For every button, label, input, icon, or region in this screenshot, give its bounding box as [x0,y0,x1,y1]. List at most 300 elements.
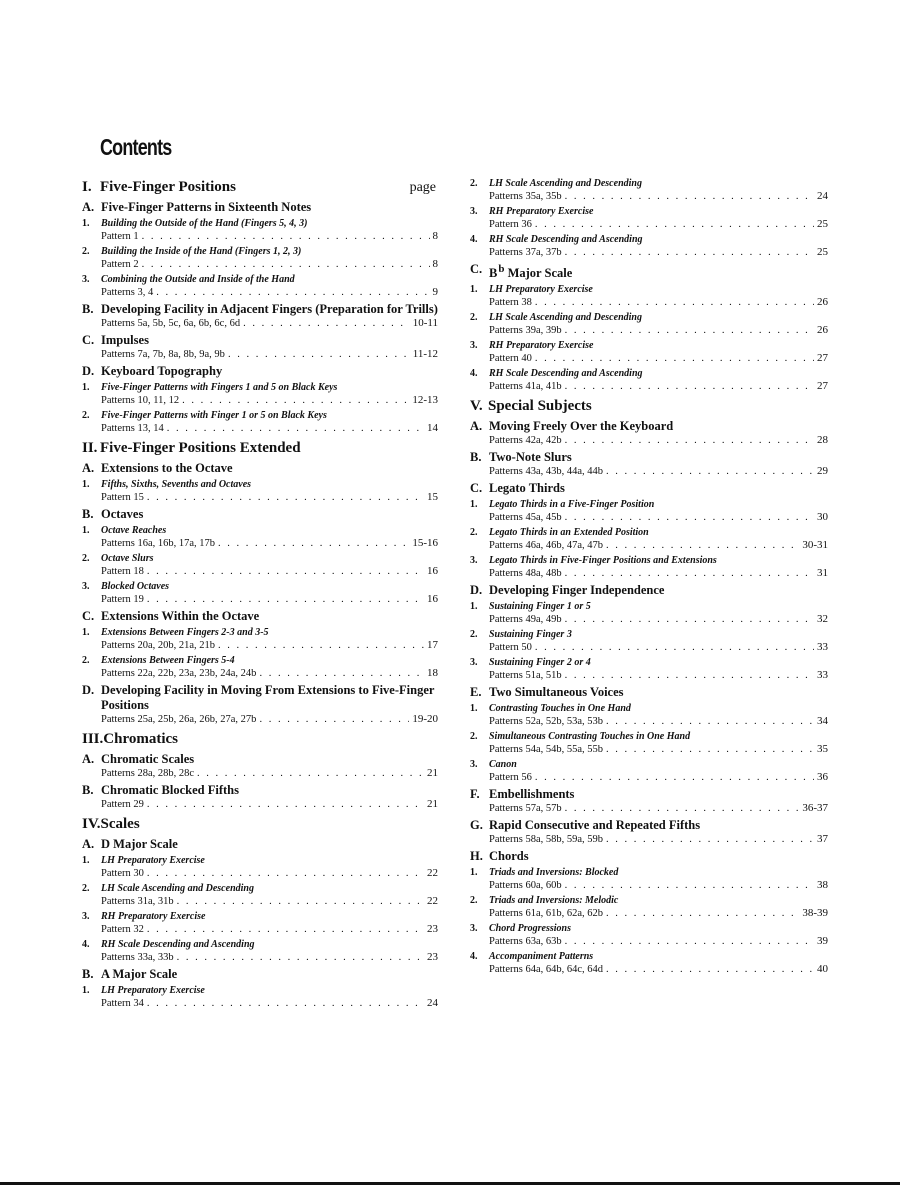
subsection-letter: C. [82,609,95,623]
toc-subsection [470,787,828,815]
section-number: II. [82,440,98,456]
subsection-title [101,200,438,215]
item-number: 2. [82,410,90,421]
pattern-list: Pattern 38 [489,297,532,308]
item-title: LH Scale Ascending and Descending [489,312,642,323]
toc-item [470,601,828,626]
pattern-list: Patterns 49a, 49b [489,614,562,625]
toc-leader-row [82,317,438,330]
dot-leader [147,997,424,1010]
subsection-letter: B. [82,507,94,521]
toc-item [470,555,828,580]
pattern-list: Pattern 18 [101,566,144,577]
dot-leader [606,963,814,976]
item-number: 1. [82,855,90,866]
item-number: 1. [82,627,90,638]
item-heading [470,601,828,613]
item-number: 3. [470,759,478,770]
subsection-letter: D. [82,683,95,697]
item-heading [470,340,828,352]
pattern-list: Patterns 46a, 46b, 47a, 47b [489,540,604,551]
subsection-heading [470,450,828,465]
subsection-heading [82,783,438,798]
item-title: Simultaneous Contrasting Touches in One Hand [489,731,691,742]
subsection-title-text: Developing Finger Independence [489,583,665,597]
dot-leader [565,190,814,203]
toc-leader-row [470,802,828,815]
page-number: 11-12 [412,348,438,360]
toc-item [470,527,828,552]
toc-leader-row [470,715,828,728]
toc-subsection [82,200,438,299]
item-number: 3. [470,657,478,668]
toc-leader-row [470,434,828,447]
subsection-title-text: Developing Facility in Adjacent Fingers (Preparation for Trills) [101,302,438,316]
subsection-heading [470,583,828,598]
page-number: 21 [427,798,438,810]
toc-subsection [470,419,828,447]
subsection-heading [470,262,828,281]
subsection-title-text: D Major Scale [101,837,178,851]
pattern-list: Patterns 52a, 52b, 53a, 53b [489,716,604,727]
page-number: 33 [817,641,828,653]
pattern-list: Patterns 5a, 5b, 5c, 6a, 6b, 6c, 6d [101,318,241,329]
page-number: 31 [817,567,828,579]
toc-subsection [82,752,438,780]
toc-item [82,553,438,578]
page-number: 15-16 [412,537,438,549]
toc-leader-row [470,669,828,682]
subsection-title-text: Five-Finger Patterns in Sixteenth Notes [101,200,312,214]
toc-subsection [470,685,828,784]
dot-leader [565,434,814,447]
toc-leader-row [82,713,438,726]
item-title: Accompaniment Patterns [489,951,594,962]
item-number: 1. [470,867,478,878]
toc-item [470,703,828,728]
toc-subsection [470,262,828,393]
toc-subsection [82,364,438,435]
toc-item [82,581,438,606]
toc-section [470,178,828,393]
dot-leader [147,593,424,606]
pattern-list: Pattern 50 [489,642,532,653]
toc-item [470,312,828,337]
toc-item [470,368,828,393]
subsection-heading [82,752,438,767]
toc-leader-row [470,935,828,948]
item-number: 3. [82,581,90,592]
dot-leader [197,767,424,780]
item-number: 3. [470,923,478,934]
section-heading [82,439,438,458]
toc-subsection [470,818,828,846]
subsection-letter: E. [470,685,482,699]
dot-leader [177,951,424,964]
item-title: Extensions Between Fingers 5-4 [101,655,235,666]
item-number: 1. [470,601,478,612]
subsection-title [101,507,438,522]
toc-leader-row [470,641,828,654]
page-number: 12-13 [412,394,438,406]
toc-leader-row [470,907,828,920]
item-number: 2. [82,553,90,564]
subsection-title [489,787,828,802]
item-heading [470,759,828,771]
pattern-list: Pattern 1 [101,231,139,242]
dot-leader [177,895,424,908]
item-heading [470,951,828,963]
toc-subsection [470,481,828,580]
pattern-list: Pattern 34 [101,998,144,1009]
toc-item [82,218,438,243]
pattern-list: Patterns 3, 4 [101,287,154,298]
toc-item [82,911,438,936]
item-title: LH Preparatory Exercise [101,985,205,996]
item-heading [82,218,438,230]
toc-leader-row [82,951,438,964]
item-heading [82,911,438,923]
toc-item [470,867,828,892]
toc-section [470,397,828,976]
item-title: LH Preparatory Exercise [489,284,593,295]
section-heading [82,178,438,197]
item-title: RH Preparatory Exercise [489,340,594,351]
item-number: 1. [470,703,478,714]
dot-leader [147,923,424,936]
section-heading [82,815,438,834]
item-heading [82,479,438,491]
contents-left-column [82,174,438,1010]
dot-leader [565,669,814,682]
item-title: Sustaining Finger 3 [489,629,572,640]
item-number: 1. [470,284,478,295]
page-number: 26 [817,324,828,336]
subsection-heading [82,507,438,522]
item-heading [470,555,828,567]
toc-item [82,410,438,435]
item-title: RH Scale Descending and Ascending [101,939,255,950]
page-number: 14 [427,422,438,434]
section-number: III. [82,731,104,747]
dot-leader [147,491,424,504]
toc-leader-row [82,867,438,880]
page-number: 37 [817,833,828,845]
subsection-title-text: Keyboard Topography [101,364,223,378]
dot-leader [147,565,424,578]
page-number: 15 [427,491,438,503]
item-title: Chord Progressions [489,923,571,934]
section-heading [470,397,828,416]
page-number: 21 [427,767,438,779]
toc-leader-row [82,997,438,1010]
dot-leader [565,613,814,626]
item-heading [470,527,828,539]
page-number: 34 [817,715,828,727]
pattern-list: Patterns 28a, 28b, 28c [101,768,195,779]
subsection-title [101,364,438,379]
pattern-list: Pattern 29 [101,799,144,810]
dot-leader [606,743,814,756]
dot-leader [606,465,814,478]
item-heading [470,895,828,907]
pattern-list: Patterns 37a, 37b [489,247,562,258]
pattern-list: Pattern 32 [101,924,144,935]
dot-leader [259,667,424,680]
dot-leader [156,286,429,299]
toc-subsection [470,178,828,259]
toc-item [82,855,438,880]
toc-item [470,178,828,203]
toc-subsection [470,583,828,682]
subsection-letter: C. [470,262,483,276]
page-title: Contents [100,134,172,160]
dot-leader [606,907,799,920]
dot-leader [565,879,814,892]
item-number: 1. [82,525,90,536]
toc-section [82,439,438,726]
pattern-list: Patterns 20a, 20b, 21a, 21b [101,640,216,651]
subsection-title [101,302,438,317]
subsection-title-text: Extensions to the Octave [101,461,233,475]
item-title: Contrasting Touches in One Hand [489,703,631,714]
toc-leader-row [82,258,438,271]
item-title: Legato Thirds in Five-Finger Positions and Extensions [489,555,717,566]
page-number: 29 [817,465,828,477]
toc-leader-row [470,963,828,976]
toc-leader-row [82,767,438,780]
item-heading [82,553,438,565]
item-number: 1. [470,499,478,510]
subsection-title-text: Moving Freely Over the Keyboard [489,419,674,433]
page-number: 9 [432,286,438,298]
pattern-list: Pattern 30 [101,868,144,879]
toc-section [82,815,438,1010]
subsection-title-text: Extensions Within the Octave [101,609,260,623]
item-title: Building the Outside of the Hand (Fingers 5, 4, 3) [101,218,308,229]
subsection-title-after: Major Scale [507,266,573,280]
subsection-title [101,333,438,348]
item-number: 3. [470,555,478,566]
page-number: 24 [427,997,438,1009]
page-number: 27 [817,352,828,364]
subsection-heading [470,419,828,434]
item-heading [470,178,828,190]
item-number: 1. [82,218,90,229]
toc-leader-row [82,593,438,606]
toc-item [82,939,438,964]
pattern-list: Pattern 40 [489,353,532,364]
toc-leader-row [82,565,438,578]
page-number: 16 [427,593,438,605]
subsection-title-text: Embellishments [489,787,575,801]
item-heading [82,274,438,286]
toc-item [82,883,438,908]
toc-section [82,730,438,811]
item-title: RH Scale Descending and Ascending [489,368,643,379]
section-title: Five-Finger Positions [100,179,236,195]
toc-leader-row [470,771,828,784]
pattern-list: Patterns 22a, 22b, 23a, 23b, 24a, 24b [101,668,257,679]
toc-item [82,985,438,1010]
toc-item [82,246,438,271]
toc-leader-row [82,895,438,908]
section-title: Five-Finger Positions Extended [100,440,301,456]
page-number: 8 [432,258,438,270]
toc-item [470,629,828,654]
subsection-heading [470,481,828,496]
toc-leader-row [470,879,828,892]
item-title: LH Preparatory Exercise [101,855,205,866]
toc-leader-row [470,218,828,231]
page-number: 17 [427,639,438,651]
item-title: Five-Finger Patterns with Fingers 1 and 5 on Black Keys [101,382,338,393]
toc-leader-row [470,833,828,846]
page-column-label: page [409,180,436,195]
item-title: Legato Thirds in an Extended Position [489,527,649,538]
toc-leader-row [82,348,438,361]
subsection-heading [82,333,438,348]
pattern-list: Patterns 16a, 16b, 17a, 17b [101,538,216,549]
toc-item [82,627,438,652]
subsection-letter: C. [82,333,95,347]
dot-leader [147,798,424,811]
subsection-title [489,450,828,465]
toc-item [82,274,438,299]
toc-item [470,657,828,682]
item-title: Blocked Octaves [101,581,170,592]
toc-leader-row [470,352,828,365]
page-number: 26 [817,296,828,308]
item-number: 3. [82,274,90,285]
pattern-list: Patterns 33a, 33b [101,952,174,963]
pattern-list: Pattern 15 [101,492,144,503]
toc-leader-row [82,491,438,504]
subsection-letter: A. [82,837,95,851]
dot-leader [218,537,409,550]
page-number: 30-31 [802,539,828,551]
toc-item [470,340,828,365]
subsection-heading [82,609,438,624]
item-heading [470,499,828,511]
item-number: 3. [470,340,478,351]
toc-leader-row [82,537,438,550]
page-number: 10-11 [412,317,438,329]
item-number: 2. [82,246,90,257]
item-heading [82,985,438,997]
subsection-title [101,837,438,852]
item-number: 2. [470,895,478,906]
item-number: 2. [470,312,478,323]
toc-item [470,206,828,231]
subsection-title-text: B [489,266,498,280]
item-title: Triads and Inversions: Melodic [489,895,619,906]
subsection-title [489,583,828,598]
pattern-list: Patterns 25a, 25b, 26a, 26b, 27a, 27b [101,714,257,725]
item-title: Extensions Between Fingers 2-3 and 3-5 [101,627,269,638]
pattern-list: Patterns 7a, 7b, 8a, 8b, 9a, 9b [101,349,225,360]
pattern-list: Pattern 56 [489,772,532,783]
toc-item [82,382,438,407]
dot-leader [167,422,424,435]
dot-leader [606,715,814,728]
item-number: 2. [470,178,478,189]
page-number: 16 [427,565,438,577]
section-title: Special Subjects [488,398,592,414]
item-title: Five-Finger Patterns with Finger 1 or 5 on Black Keys [101,410,327,421]
subsection-letter: B. [82,967,94,981]
toc-subsection [82,333,438,361]
item-heading [82,410,438,422]
item-heading [82,525,438,537]
item-heading [470,629,828,641]
subsection-heading [82,683,438,713]
dot-leader [606,539,799,552]
subsection-letter: A. [82,200,95,214]
dot-leader [142,230,430,243]
subsection-title [101,967,438,982]
subsection-title-text: Two-Note Slurs [489,450,572,464]
toc-item [470,234,828,259]
dot-leader [565,511,814,524]
item-number: 3. [82,911,90,922]
page-number: 40 [817,963,828,975]
item-heading [82,655,438,667]
subsection-letter: A. [82,461,95,475]
item-heading [82,939,438,951]
section-title: Scales [100,816,140,832]
dot-leader [535,771,814,784]
toc-leader-row [470,539,828,552]
toc-leader-row [470,380,828,393]
toc-leader-row [82,286,438,299]
item-number: 1. [82,985,90,996]
subsection-title [101,609,438,624]
subsection-title-text: Chords [489,849,529,863]
item-heading [82,883,438,895]
item-heading [470,234,828,246]
item-number: 1. [82,382,90,393]
pattern-list: Patterns 42a, 42b [489,435,562,446]
subsection-letter: F. [470,787,480,801]
item-heading [82,855,438,867]
subsection-heading [470,849,828,864]
subsection-heading [82,461,438,476]
item-number: 4. [82,939,90,950]
toc-item [470,731,828,756]
subsection-heading [82,302,438,317]
toc-leader-row [470,246,828,259]
item-number: 2. [470,527,478,538]
item-heading [470,923,828,935]
subsection-heading [82,837,438,852]
item-title: Building the Inside of the Hand (Fingers 1, 2, 3) [101,246,302,257]
subsection-title-text: Impulses [101,333,149,347]
subsection-heading [470,818,828,833]
item-title: LH Scale Ascending and Descending [489,178,642,189]
pattern-list: Pattern 2 [101,259,139,270]
toc-leader-row [470,190,828,203]
pattern-list: Patterns 35a, 35b [489,191,562,202]
pattern-list: Pattern 19 [101,594,144,605]
subsection-letter: H. [470,849,483,863]
pattern-list: Patterns 64a, 64b, 64c, 64d [489,964,604,975]
section-title: Chromatics [103,731,178,747]
subsection-title-text: Legato Thirds [489,481,565,495]
dot-leader [535,352,814,365]
pattern-list: Patterns 39a, 39b [489,325,562,336]
subsection-letter: D. [82,364,95,378]
